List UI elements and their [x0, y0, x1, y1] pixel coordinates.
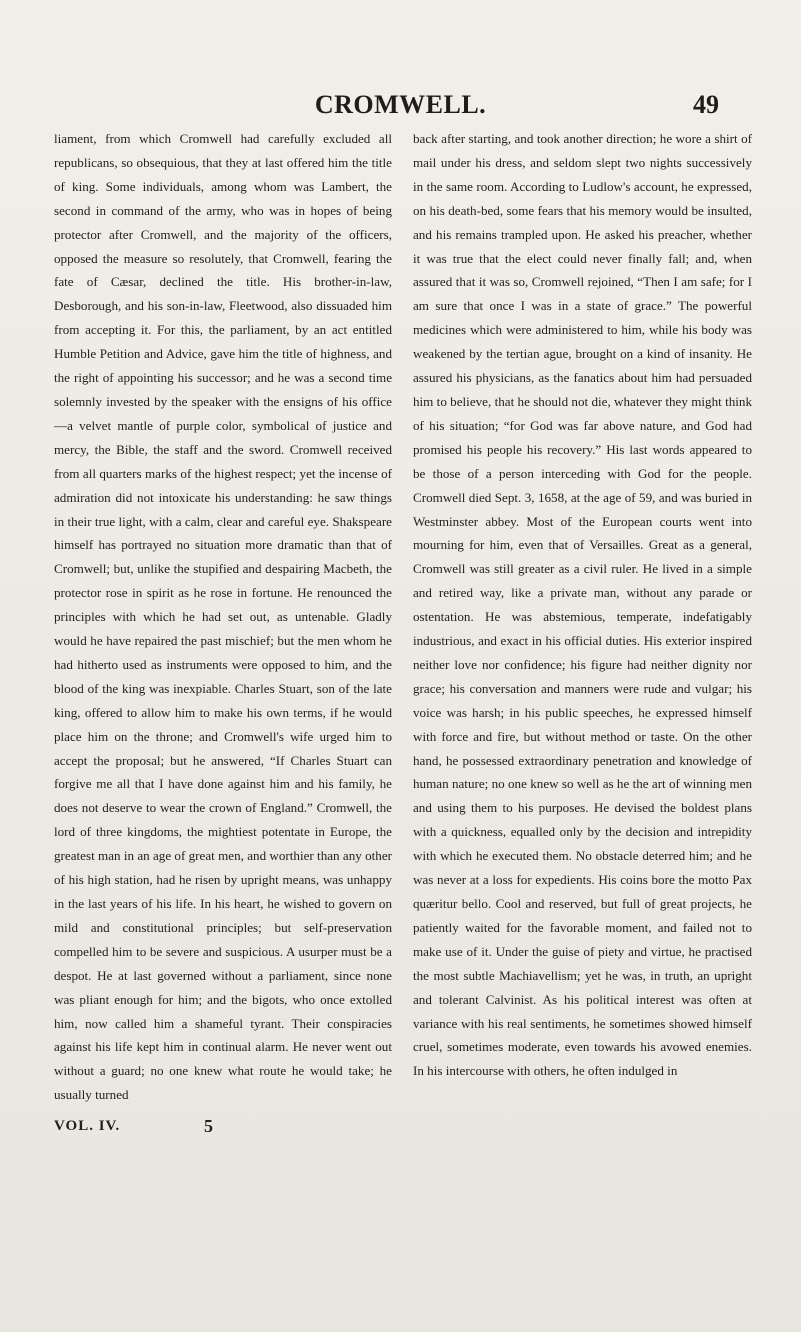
page-number: 49 — [693, 90, 719, 119]
signature-line — [54, 1118, 392, 1142]
running-title: CROMWELL. — [314, 90, 487, 119]
running-head — [0, 88, 801, 122]
left-text-column — [54, 127, 392, 1107]
signature-mark: 5 — [204, 1116, 214, 1136]
right-column-paragraph: back after starting, and took another direction; he wore a shirt of mail under his dress, and seldom slept two nights successively in the same room. According to Ludlow's account, he expressed, on his death-bed, some fears that his memory would be insulted, and his remains trampled upon. He asked his preacher, whether it was true that the elect could never finally fall; and, when assured that it was so, Cromwell rejoined, “Then I am safe; for I am sure that once I was in a state of grace.” The powerful medicines which were administered to him, while his body was weakened by the tertian ague, brought on a kind of insanity. He assured his physicians, as the fanatics about him had persuaded him to believe, that he should not die, whatever they might think of his situation; “for God was far above nature, and God had promised his people his recovery.” His last words appeared to be those of a person interceding with God for the people. Cromwell died Sept. 3, 1658, at the age of 59, and was buried in Westminster abbey. Most of the European courts went into mourning for him, even that of Versailles. Great as a general, Cromwell was still greater as a civil ruler. He lived in a simple and retired way, like a private man, without any parade or ostentation. He was abstemious, temperate, indefatigably industrious, and exact in his official duties. His exterior inspired neither love nor confidence; his figure had neither dignity nor grace; his conversation and manners were rude and vulgar; his voice was harsh; in his public speeches, he expressed himself with force and fire, but without method or taste. On the other hand, he possessed extraordinary penetration and knowledge of human nature; no one knew so well as he the art of winning men and using them to his purposes. He devised the boldest plans with a quickness, equalled only by the decision and intrepidity with which he executed them. No obstacle deterred him; and he was never at a loss for expedients. His coins bore the motto Pax quæritur bello. Cool and reserved, but full of great projects, he patiently waited for the favorable moment, and failed not to make use of it. Under the guise of piety and virtue, he practised the most subtle Machiavellism; yet he was, in truth, an upright and tolerant Calvinist. As his political interest was often at variance with his real sentiments, he sometimes showed himself cruel, sometimes moderate, even towards his avowed enemies. In his intercourse with others, he often indulged in — [413, 131, 752, 1079]
left-column-paragraph: liament, from which Cromwell had carefully excluded all republicans, so obsequious, that they at last offered him the title of king. Some individuals, among whom was Lambert, the second in command of the army, who was in hopes of being protector after Cromwell, and the majority of the officers, opposed the measure so resolutely, that Cromwell, fearing the fate of Cæsar, declined the title. His brother-in-law, Desborough, and his son-in-law, Fleetwood, also dissuaded him from accepting it. For this, the parliament, by an act entitled Humble Petition and Advice, gave him the title of highness, and the right of appointing his successor; and he was a second time solemnly invested by the speaker with the ensigns of his office—a velvet mantle of purple color, symbolical of justice and mercy, the Bible, the staff and the sword. Cromwell received from all quarters marks of the highest respect; yet the incense of admiration did not intoxicate his understanding: he saw things in their true light, with a calm, clear and careful eye. Shakspeare himself has portrayed no situation more dramatic than that of Cromwell; but, unlike the stupified and despairing Macbeth, the protector rose in spirit as he rose in fortune. He renounced the principles with which he had set out, as untenable. Gladly would he have repaired the past mischief; but the men whom he had hitherto used as instruments were opposed to him, and the blood of the king was inexpiable. Charles Stuart, son of the late king, offered to allow him to make his own terms, if he would place him on the throne; and Cromwell's wife urged him to accept the proposal; but he answered, “If Charles Stuart can forgive me all that I have done against him and his family, he does not deserve to wear the crown of England.” Cromwell, the lord of three kingdoms, the mightiest potentate in Europe, the greatest man in an age of great men, and worthier than any other of his high station, had he risen by upright means, was unhappy in the last years of his life. In his heart, he wished to govern on mild and constitutional principles; but self-preservation compelled him to be severe and suspicious. A usurper must be a despot. He at last governed without a parliament, since none was pliant enough for him; and the bigots, who once extolled him, now called him a shameful tyrant. Their conspiracies against his life kept him in continual alarm. He never went out without a guard; no one knew what route he would take; he usually turned — [54, 131, 392, 1103]
volume-label: VOL. IV. — [54, 1118, 121, 1134]
right-text-column — [413, 127, 752, 1083]
